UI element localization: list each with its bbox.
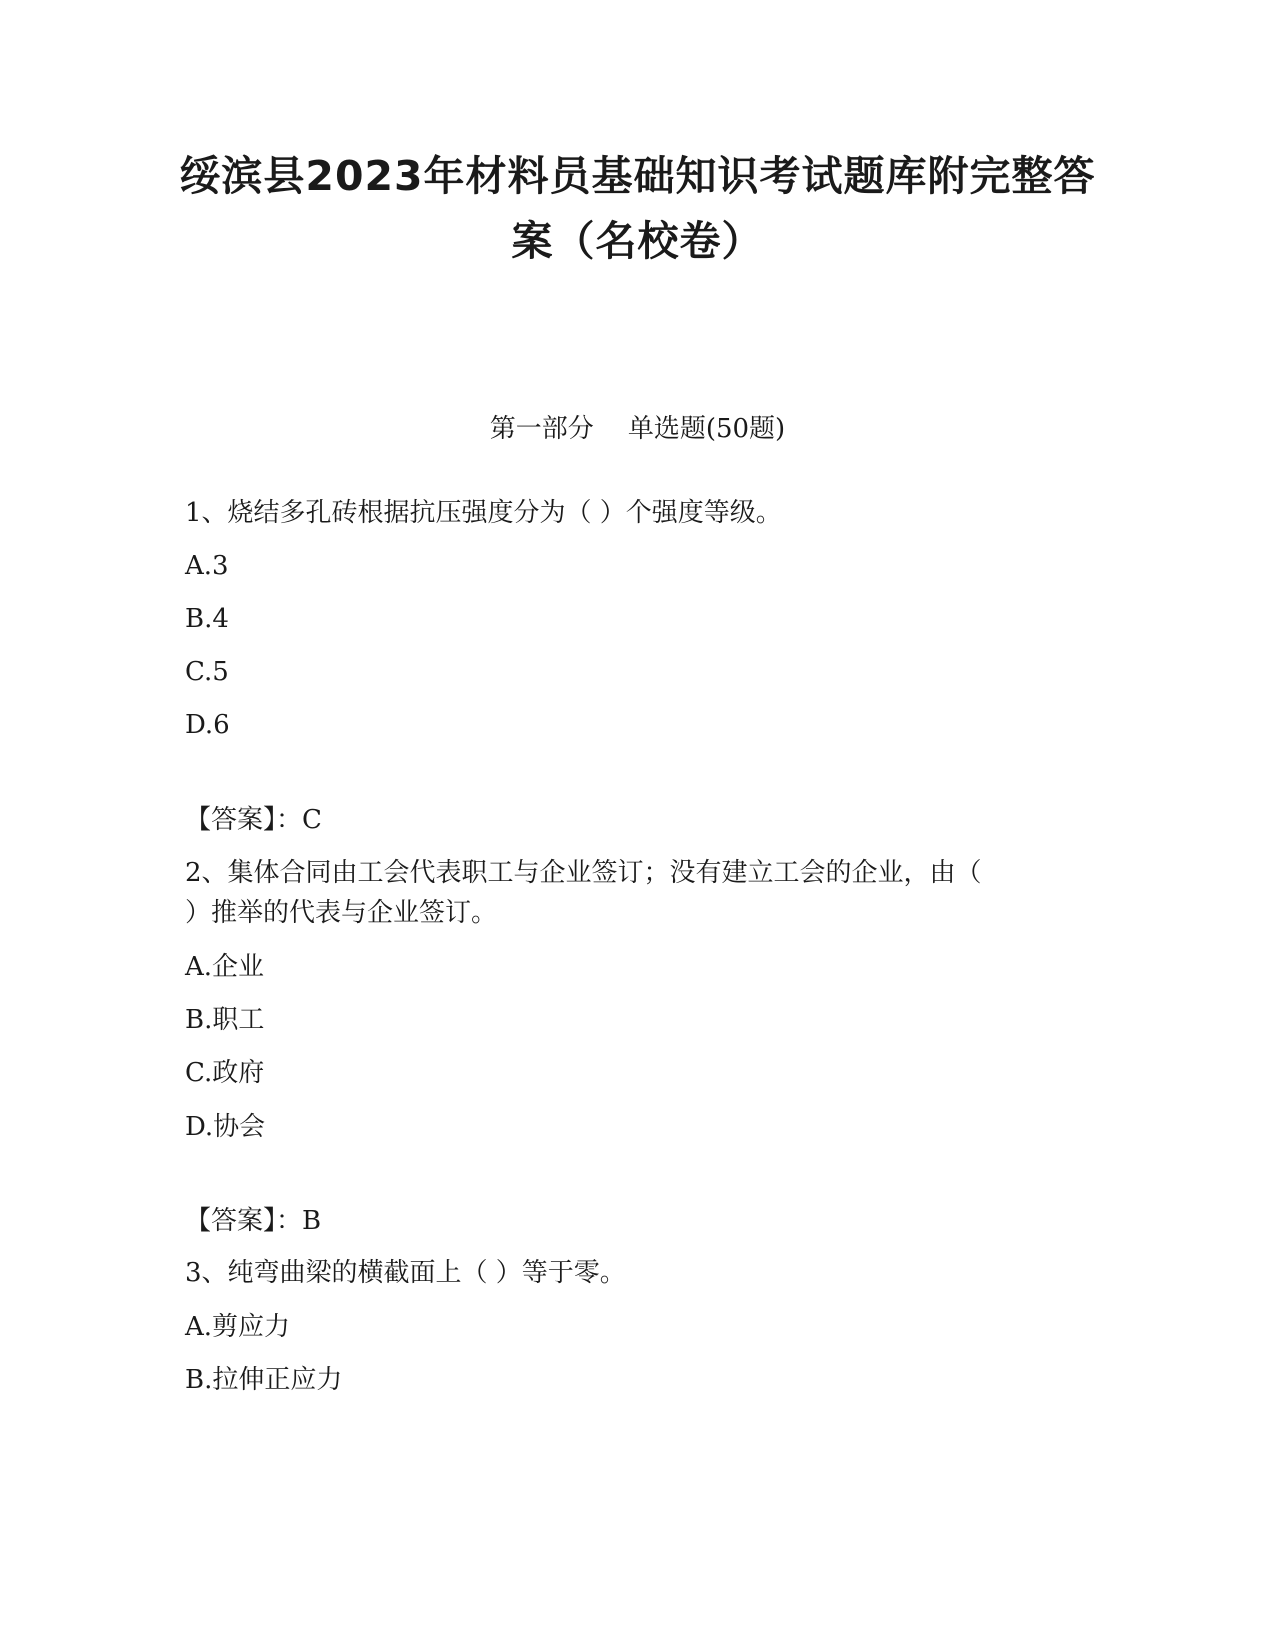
section-name: 单选题(50题) (627, 414, 786, 444)
question-2-option-b: B.职工 (185, 1005, 265, 1035)
answer-label: 【答案】： (185, 1206, 303, 1236)
question-1-stem: 1、烧结多孔砖根据抗压强度分为（ ）个强度等级。 (185, 498, 782, 528)
question-2-option-d: D.协会 (185, 1112, 266, 1142)
question-1-option-c: C.5 (185, 657, 229, 687)
section-part: 第一部分 (489, 414, 594, 444)
answer-value: B (302, 1206, 322, 1236)
question-1-option-a: A.3 (185, 551, 229, 581)
answer-label: 【答案】： (185, 805, 303, 835)
document-title-line-2: 案（名校卷） (511, 217, 764, 265)
question-2-stem-line-1: 2、集体合同由工会代表职工与企业签订；没有建立工会的企业，由（ (185, 858, 982, 888)
question-2-option-c: C.政府 (185, 1058, 265, 1088)
question-1-option-b: B.4 (185, 604, 229, 634)
question-2-answer (185, 1204, 321, 1238)
question-3-option-b: B.拉伸正应力 (185, 1365, 343, 1395)
question-3-stem: 3、纯弯曲梁的横截面上（ ）等于零。 (185, 1258, 626, 1288)
question-1-answer (185, 803, 322, 837)
question-2-option-a: A.企业 (185, 952, 265, 982)
answer-value: C (302, 805, 322, 835)
question-2-stem-line-2: ）推举的代表与企业签订。 (185, 898, 498, 928)
section-heading (0, 412, 1275, 446)
question-1-option-d: D.6 (185, 710, 230, 740)
question-3-option-a: A.剪应力 (185, 1312, 291, 1342)
document-title-line-1: 绥滨县2023年材料员基础知识考试题库附完整答 (179, 152, 1096, 200)
